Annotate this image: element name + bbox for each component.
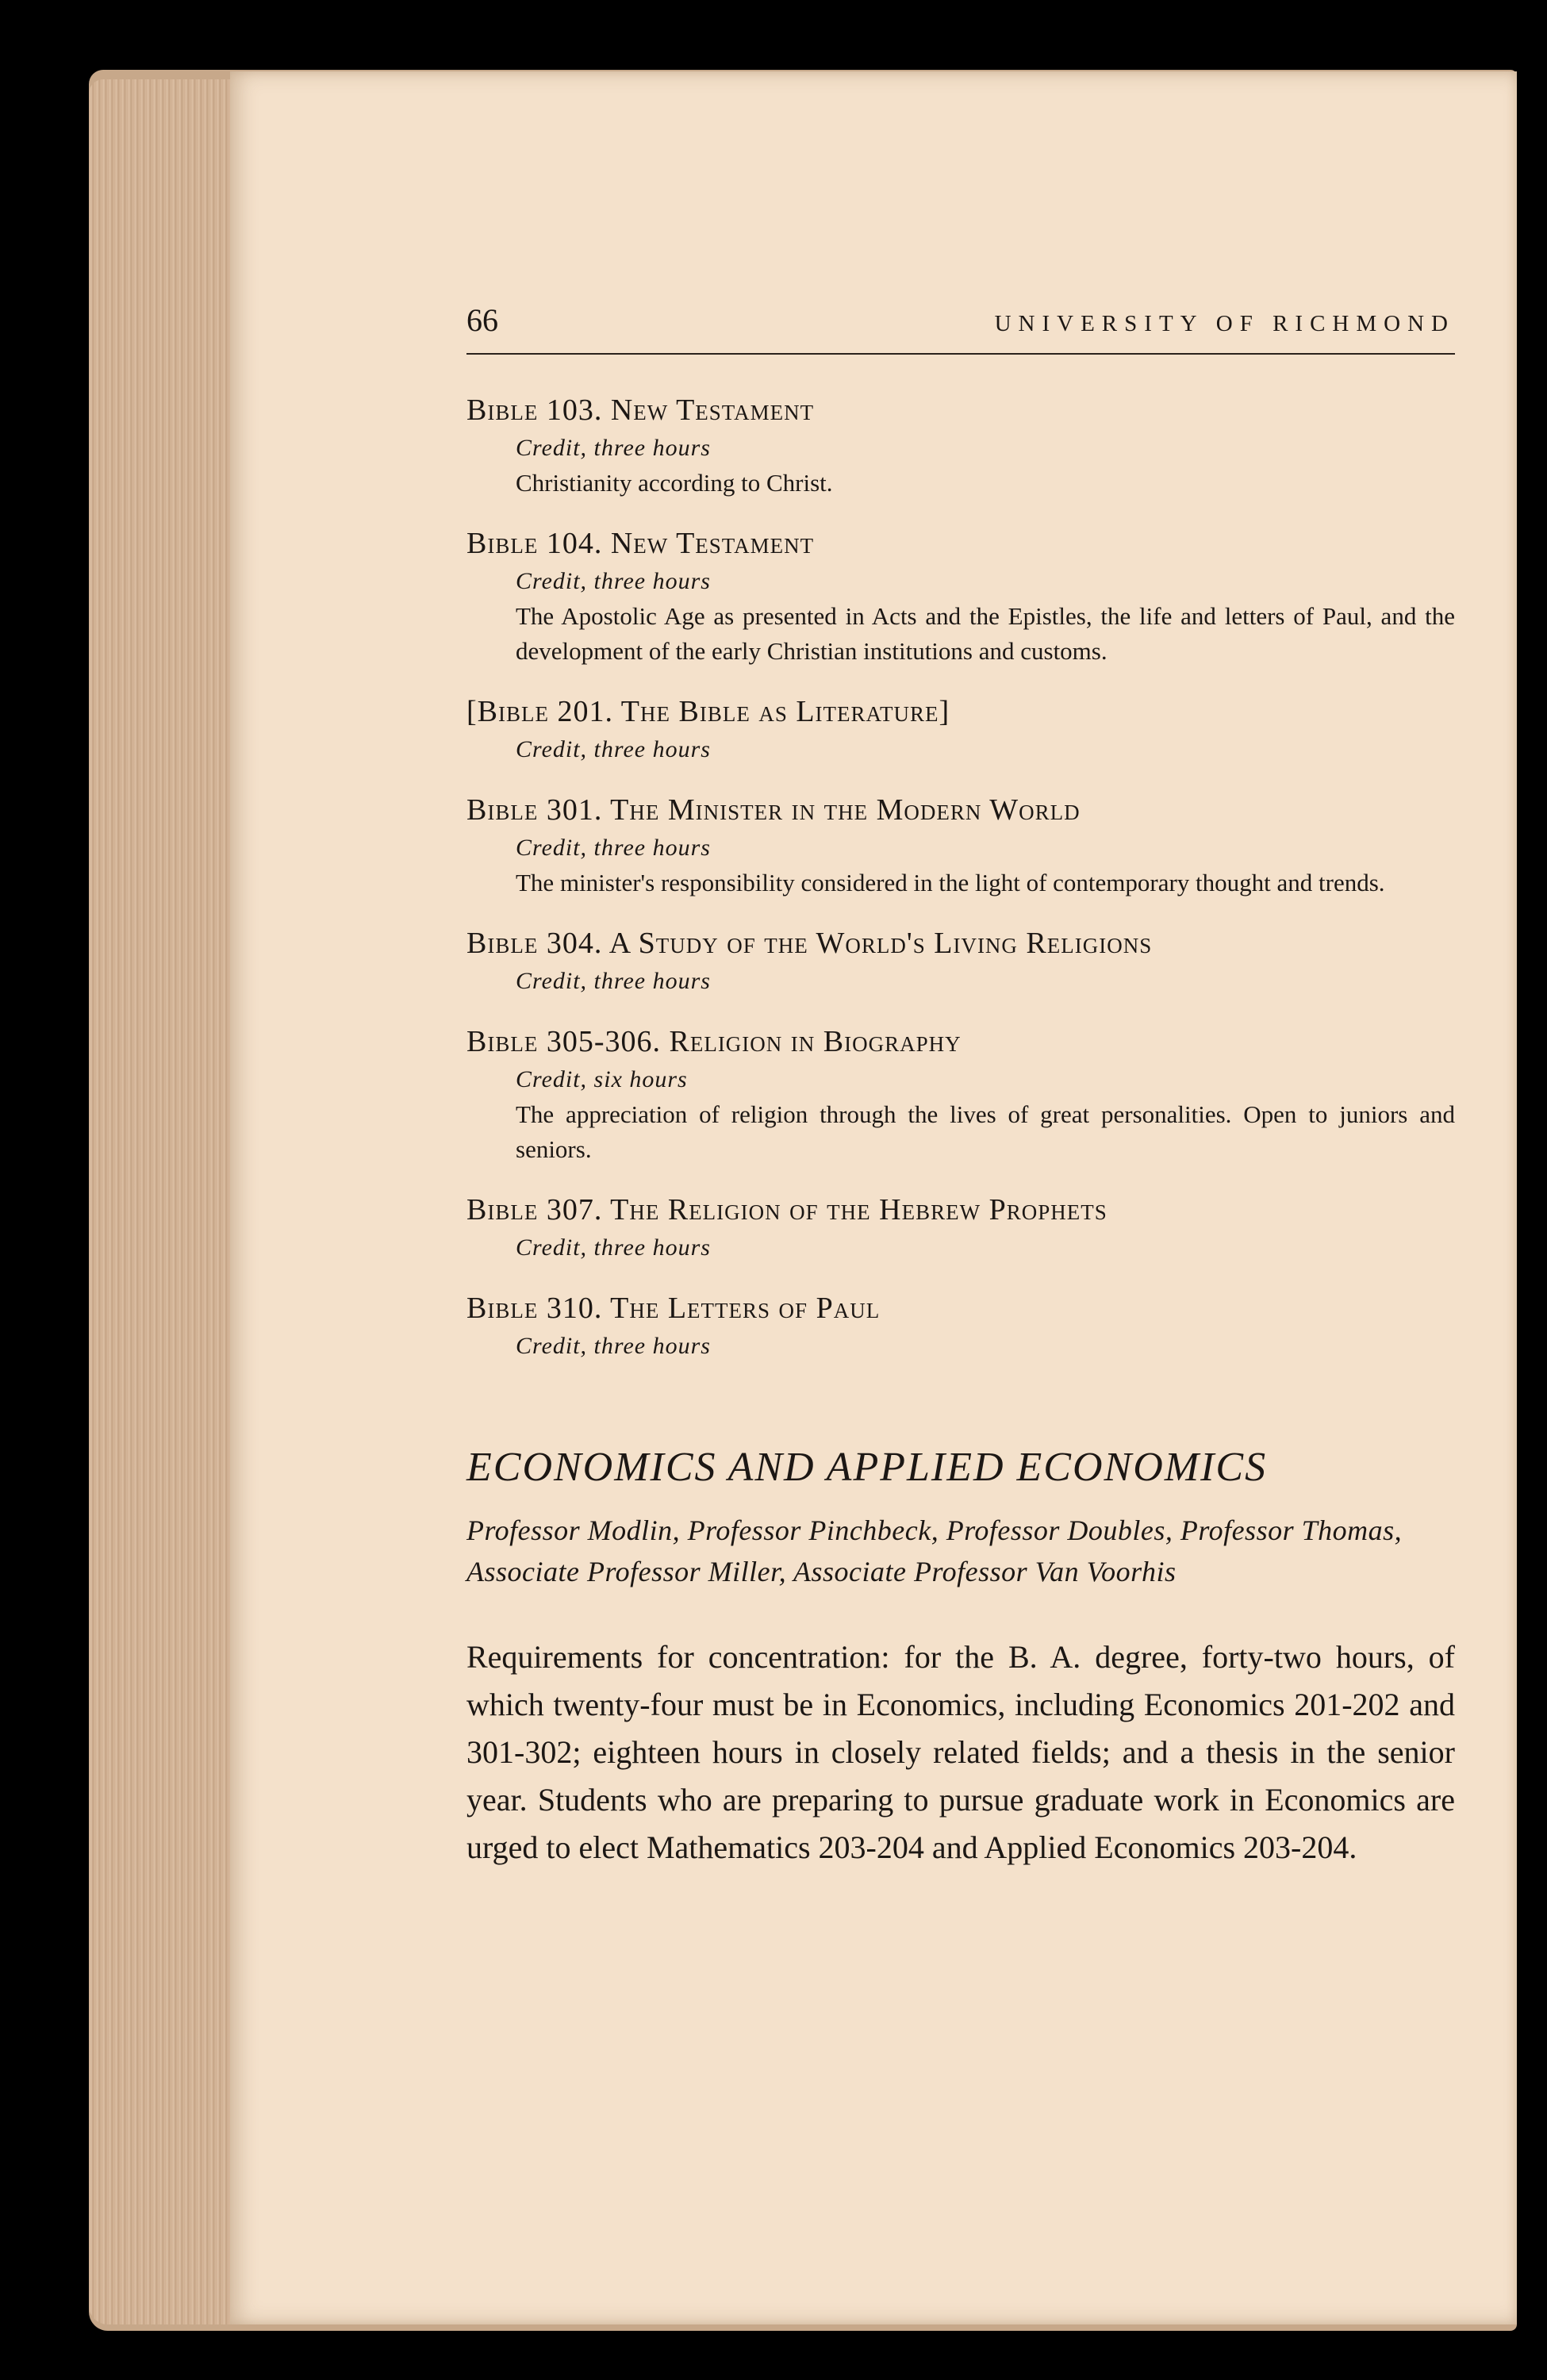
course-title: Bible 301. The Minister in the Modern World <box>466 793 1081 827</box>
requirements-paragraph: Requirements for concentration: for the B. A. degree, forty-two hours, of which twenty-four must be in Economics, including Economics 201-202 and 301-302; eighteen hours in closely related fields; and a thesis in the senior year. Students who are preparing to pursue graduate work in Economics are urged to elect Mathematics 203-204 and Applied Economics 203-204. <box>466 1639 1455 1865</box>
course-credit: Credit, three hours <box>516 968 711 994</box>
running-title: UNIVERSITY OF RICHMOND <box>994 311 1455 336</box>
course-title: Bible 304. A Study of the World's Living Religions <box>466 927 1153 960</box>
page-number: 66 <box>466 302 498 338</box>
course-entry <box>466 691 1455 767</box>
course-entry <box>466 523 1455 669</box>
course-entry <box>466 1189 1455 1265</box>
course-credit: Credit, three hours <box>516 1234 711 1261</box>
faculty-list: Professor Modlin, Professor Pinchbeck, Professor Doubles, Professor Thomas, Associate Professor Miller, Associate Professor Van Voorhis <box>466 1514 1403 1587</box>
course-description: The minister's responsibility considered in the light of contemporary thought and trends. <box>516 869 1385 896</box>
course-description: The Apostolic Age as presented in Acts and the Epistles, the life and letters of Paul, and the development of the early Christian institutions and customs. <box>516 602 1455 665</box>
section-title: ECONOMICS AND APPLIED ECONOMICS <box>466 1445 1268 1490</box>
course-title: Bible 310. The Letters of Paul <box>466 1292 881 1325</box>
course-credit: Credit, three hours <box>516 1333 711 1359</box>
course-title: Bible 305-306. Religion in Biography <box>466 1025 962 1058</box>
course-description: Christianity according to Christ. <box>516 469 833 497</box>
course-title: Bible 307. The Religion of the Hebrew Prophets <box>466 1193 1107 1226</box>
course-list <box>466 390 1455 1364</box>
course-credit: Credit, six hours <box>516 1066 688 1092</box>
course-entry <box>466 1021 1455 1167</box>
economics-section <box>466 1440 1455 1871</box>
course-description: The appreciation of religion through the lives of great personalities. Open to juniors and seniors. <box>516 1100 1455 1163</box>
course-title: Bible 104. New Testament <box>466 527 815 560</box>
course-entry <box>466 923 1455 999</box>
course-credit: Credit, three hours <box>516 568 711 594</box>
course-entry <box>466 390 1455 501</box>
course-entry <box>466 1288 1455 1364</box>
course-title: [Bible 201. The Bible as Literature] <box>466 695 950 728</box>
running-header <box>466 301 1455 355</box>
course-entry <box>466 789 1455 900</box>
course-credit: Credit, three hours <box>516 736 711 762</box>
course-credit: Credit, three hours <box>516 435 711 461</box>
page-content <box>466 301 1455 1871</box>
course-title: Bible 103. New Testament <box>466 393 815 427</box>
course-credit: Credit, three hours <box>516 835 711 861</box>
page-edges <box>89 79 232 2324</box>
